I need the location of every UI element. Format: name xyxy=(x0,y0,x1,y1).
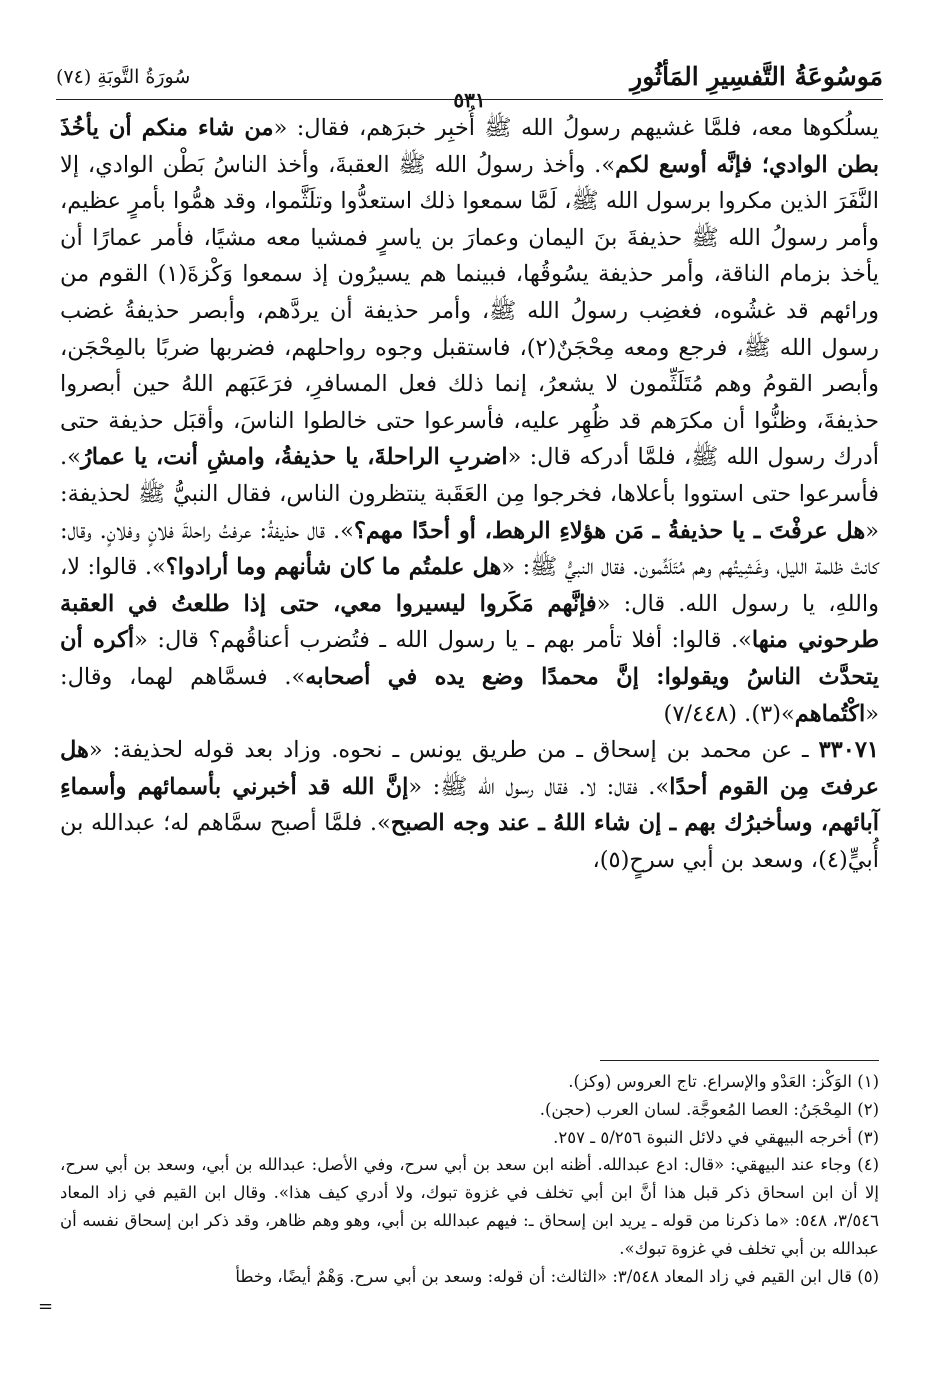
footnote-1: (١) الوَكْز: العَدْو والإسراع. تاج العروس (وكز). xyxy=(568,1072,879,1091)
text-run: ». فلمَّا أصبح سمَّاهم له؛ عبدالله بن أُبيٍّ(٤)، وسعد بن أبي سرحٍ(٥)، xyxy=(60,810,879,873)
footnotes xyxy=(60,1068,879,1290)
bold-quote: اكْتُماهم xyxy=(794,700,866,727)
footnote-4: (٤) وجاء عند البيهقي: «قال: ادع عبدالله. أظنه ابن سعد بن أبي سرح، وفي الأصل: عبدالله بن أبي، وسعد بن أبي سرح، إلا أن ابن اسحاق ذكر قبل هذا أنَّ ابن أبي تخلف في غزوة تبوك، ولا أدري كيف هذا». وقال ابن القيم في زاد المعاد ٣/٥٤٦، ٥٤٨: «ما ذكرنا من قوله ـ يريد ابن إسحاق ـ: فيهم عبدالله بن أبي، وهو وهم ظاهر، وقد ذكر ابن إسحاق نفسه أن عبدالله بن أبي تخلف في غزوة تبوك». xyxy=(60,1155,879,1258)
hadith-paragraph xyxy=(60,732,879,878)
bold-quote: هل عرفتَ مِن القوم أحدًا xyxy=(60,737,880,800)
text-run: ». قالوا: أفلا تأمر بهم ـ يا رسول الله ـ فتُضرب أعناقُهم؟ قال: « xyxy=(134,627,752,654)
continuation-mark: = xyxy=(38,1296,54,1317)
page-number: ٥٣١ xyxy=(453,88,486,112)
hadith-text xyxy=(60,737,879,873)
page-header xyxy=(56,60,883,112)
footnote-5: (٥) قال ابن القيم في زاد المعاد ٣/٥٤٨: «الثالث: أن قوله: وسعد بن أبي سرح. وَهْمٌ أيضًا، وخطأ xyxy=(235,1266,879,1286)
text-run: ». وأخذ رسولُ الله ﷺ العقبةَ، وأخذ الناسُ بَطْن الوادي، إلا النَّفَرَ الذين مكروا برسول الله ﷺ، لَمَّا سمعوا ذلك استعدُّوا وتلَثَّموا، وقد همُّوا بأمرٍ عظيم، وأمر رسولُ الله ﷺ حذيفةَ بنَ اليمان وعمارَ بن ياسرٍ فمشيا معه مشيًا، فأمر عمارًا أن يأخذ بزمام الناقة، وأمر حذيفة يسُوقُها، فبينما هم يسيرُون إذ سمعوا وَكْزةَ(١) القوم من ورائهم قد غشُوه، فغضِب رسولُ الله ﷺ، وأمر حذيفة أن يردَّهم، وأبصر حذيفةُ غضب رسول الله ﷺ، فرجع ومعه مِحْجَنٌ(٢)، فاستقبل وجوه رواحلهم، فضربها ضربًا بالمِحْجَن، وأبصر القومُ وهم مُتَلَثِّمون لا يشعرُ، إنما ذلك فعل المسافرِ، فرَعَبَهم اللهُ حين أبصروا حذيفةَ، وظنُّوا أن مكرَهم قد ظُهِر عليه، فأسرعوا حتى خالطوا الناسَ، وأقبَل حذيفة حتى أدرك رسول الله ﷺ، فلمَّا أدركه قال: « xyxy=(60,151,880,471)
body-paragraph xyxy=(60,110,879,732)
text-run: ». فسمَّاهم لهما، وقال: « xyxy=(60,663,879,727)
text-run: »(٣). (٧/٤٤٨) xyxy=(663,700,795,727)
hadith-number: ٣٣٠٧١ xyxy=(818,737,879,764)
text-run: يسلُكوها معه، فلمَّا غشيهم رسولُ الله ﷺ أُخبِر خبرَهم، فقال: « xyxy=(273,115,879,141)
surah-title: سُورَةُ التَّوبَةِ (٧٤) xyxy=(56,66,191,88)
text-run: ». فأسرعوا حتى استووا بأعلاها، فخرجوا مِن العَقَبة ينتظرون الناس، فقال النبيُّ ﷺ لحذيفة: « xyxy=(60,444,879,544)
text-run: ». قال حذيفةُ: عرفتُ راحلةَ فلانٍ وفلانٍ. وقال: كانتْ ظلمة الليل، وغَشِيتُهم وهم مُتَلَثِّمون. فقال النبيُّ ﷺ: « xyxy=(60,517,879,581)
bold-quote: اضربِ الراحلةَ، يا حذيفةُ، وامشِ أنت، يا عمارُ xyxy=(80,444,508,471)
header-divider xyxy=(56,99,883,100)
footnote-2: (٢) المِحْجَنُ: العصا المُعوجَّة. لسان العرب (حجن). xyxy=(539,1099,879,1119)
main-text xyxy=(60,110,879,878)
text-run: ». فقال: لا. فقال رسول الله ﷺ: « xyxy=(408,773,670,800)
bold-quote: إنَّ الله قد أخبرني بأسمائهم وأسماءِ آبائهم، وسأخبرُك بهم ـ إن شاء اللهُ ـ عند وجه الصبح xyxy=(60,773,879,837)
text-run: ». قالوا: لا، واللهِ، يا رسول الله. قال: « xyxy=(60,554,880,617)
bold-quote: من شاء منكم أن يأخُذَ بطن الوادي؛ فإنَّه أوسع لكم xyxy=(60,115,879,178)
bold-quote: هل عرفْتَ ـ يا حذيفةُ ـ مَن هؤلاءِ الرهط، أو أحدًا مهم؟ xyxy=(353,517,866,544)
bold-quote: أكره أن يتحدَّث الناسُ ويقولوا: إنَّ محمدًا وضع يده في أصحابه xyxy=(60,627,879,690)
bold-quote: فإنَّهم مَكَروا ليسيروا معي، حتى إذا طلعتُ في العقبة طرحوني منها xyxy=(60,590,879,654)
bold-quote: هل علمتُم ما كان شأنهم وما أرادوا؟ xyxy=(165,554,502,581)
footnote-3: (٣) أخرجه البيهقي في دلائل النبوة ٥/٢٥٦ ـ ٢٥٧. xyxy=(553,1127,879,1147)
book-title: مَوسُوعَةُ التَّفسِيرِ المَأثُورِ xyxy=(630,62,883,91)
text-run: ـ عن محمد بن إسحاق ـ من طريق يونس ـ نحوه. وزاد بعد قوله لحذيفة: « xyxy=(88,737,819,764)
footnote-divider xyxy=(600,1060,879,1061)
